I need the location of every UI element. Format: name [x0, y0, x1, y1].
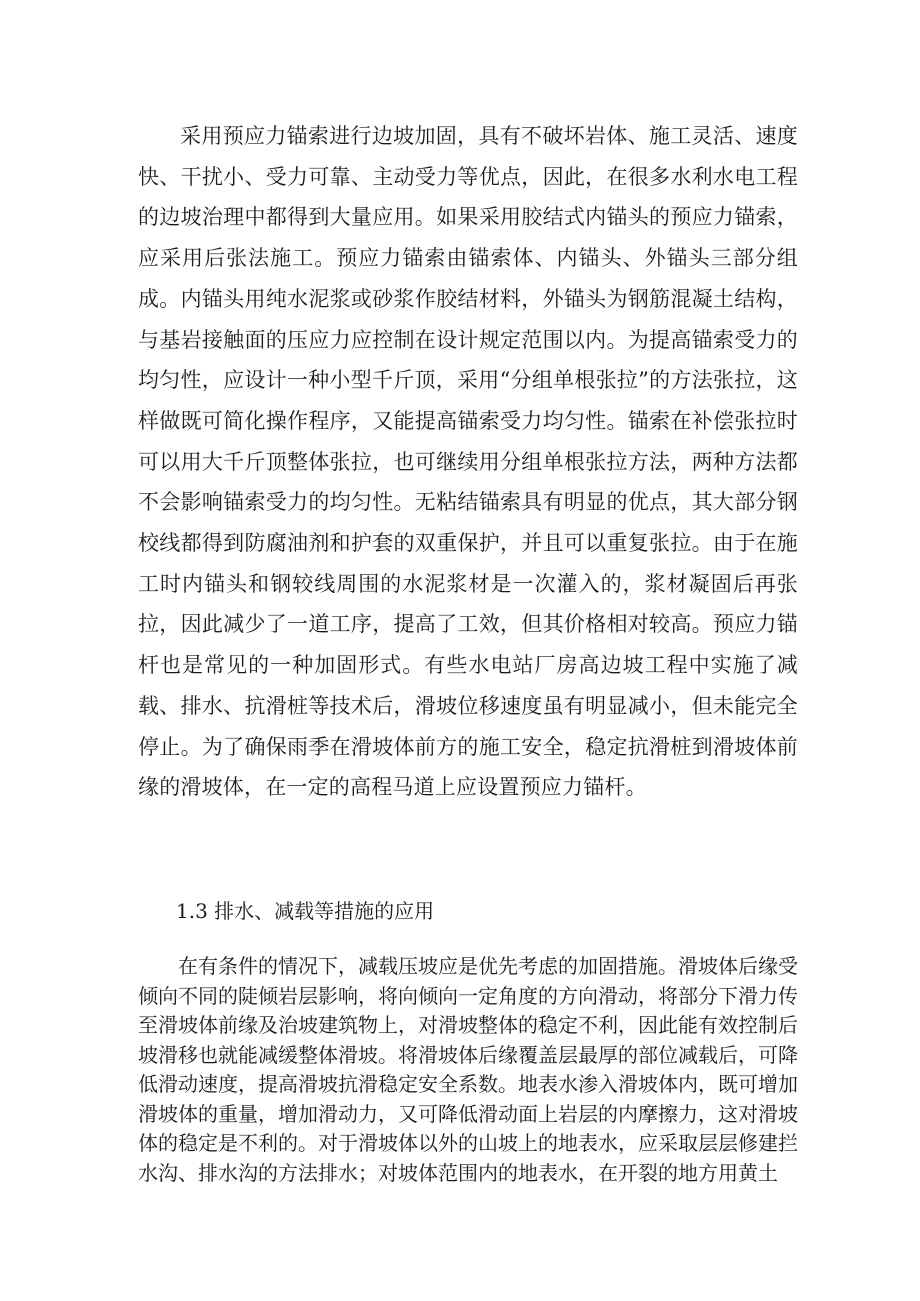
body-paragraph-anchor-cable: 采用预应力锚索进行边坡加固，具有不破坏岩体、施工灵活、速度快、干扰小、受力可靠、主动受力等优点，因此，在很多水利水电工程的边坡治理中都得到大量应用。如果采用胶结式内锚头的预应力锚索，应采用后张法施工。预应力锚索由锚索体、内锚头、外锚头三部分组成。内锚头用纯水泥浆或砂浆作胶结材料，外锚头为钢筋混凝土结构，与基岩接触面的压应力应控制在设计规定范围以内。为提高锚索受力的均匀性，应设计一种小型千斤顶，采用“分组单根张拉”的方法张拉，这样做既可简化操作程序，又能提高锚索受力均匀性。锚索在补偿张拉时可以用大千斤顶整体张拉，也可继续用分组单根张拉方法，两种方法都不会影响锚索受力的均匀性。无粘结锚索具有明显的优点，其大部分钢校线都得到防腐油剂和护套的双重保护，并且可以重复张拉。由于在施工时内锚头和钢较线周围的水泥浆材是一次灌入的，浆材凝固后再张拉，因此减少了一道工序，提高了工效，但其价格相对较高。预应力锚杆也是常见的一种加固形式。有些水电站厂房高边坡工程中实施了减载、排水、抗滑桩等技术后，滑坡位移速度虽有明显减小，但未能完全停止。为了确保雨季在滑坡体前方的施工安全，稳定抗滑桩到滑坡体前缘的滑坡体，在一定的高程马道上应设置预应力锚杆。 — [138, 124, 798, 800]
section-heading-1-3: 1.3 排水、减载等措施的应用 — [176, 899, 435, 923]
body-paragraph-drainage: 在有条件的情况下，减载压坡应是优先考虑的加固措施。滑坡体后缘受倾向不同的陡倾岩层影响，将向倾向一定角度的方向滑动，将部分下滑力传至滑坡体前缘及治坡建筑物上，对滑坡整体的稳定不利，因此能有效控制后坡滑移也就能减缓整体滑坡。将滑坡体后缘覆盖层最厚的部位减载后，可降低滑动速度，提高滑坡抗滑稳定安全系数。地表水渗入滑坡体内，既可增加滑坡体的重量，增加滑动力，又可降低滑动面上岩层的内摩擦力，这对滑坡体的稳定是不利的。对于滑坡体以外的山坡上的地表水，应采取层层修建拦水沟、排水沟的方法排水；对坡体范围内的地表水，在开裂的地方用黄土 — [138, 954, 798, 1185]
